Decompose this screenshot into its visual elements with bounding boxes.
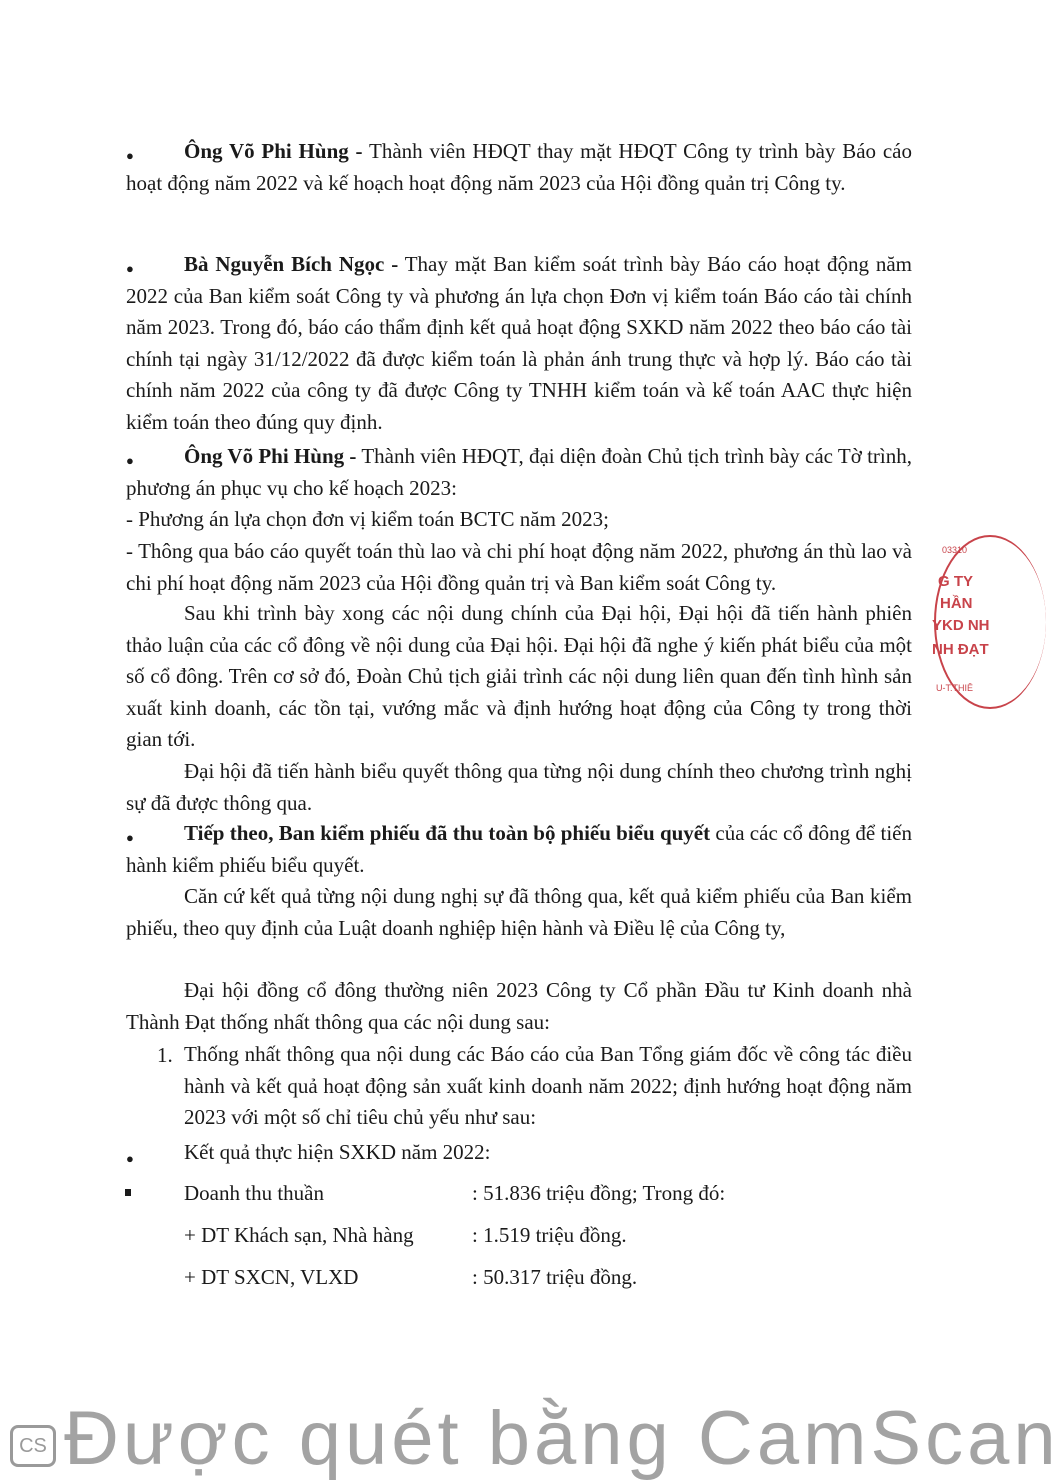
result-label: + DT SXCN, VLXD (184, 1265, 359, 1289)
paragraph-voting: Đại hội đã tiến hành biểu quyết thông qua từng nội dung chính theo chương trình nghị sự đã được thông qua. (126, 759, 912, 815)
paragraph-basis: Căn cứ kết quả từng nội dung nghị sự đã thông qua, kết quả kiểm phiếu của Ban kiểm phiếu, theo quy định của Luật doanh nghiệp hiện hành và Điều lệ của Công ty, (126, 884, 912, 940)
speaker-name: Bà Nguyễn Bích Ngọc - (184, 252, 399, 276)
scanner-footer (0, 1393, 1060, 1481)
item-number: 1. (157, 1043, 173, 1067)
bullet-icon: ● (126, 830, 134, 845)
speaker-name: Ông Võ Phi Hùng - (184, 444, 357, 468)
result-value: : 50.317 triệu đồng. (472, 1265, 638, 1289)
paragraph-vo-phi-hung-report (126, 136, 912, 199)
seal-text: YKD NH (932, 617, 990, 634)
seal-text: HẦN (940, 595, 973, 612)
result-value: : 51.836 triệu đồng; Trong đó: (472, 1181, 726, 1205)
bullet-icon: ● (126, 453, 134, 468)
bold-phrase: Tiếp theo, Ban kiểm phiếu đã thu toàn bộ phiếu biểu quyết (184, 821, 711, 845)
paragraph-text: của các cổ đông để tiến hành kiểm phiếu biểu quyết. (126, 821, 912, 877)
seal-text: NH ĐẠT (932, 641, 989, 658)
bullet-icon: ● (126, 1151, 134, 1166)
company-seal (930, 535, 1000, 715)
paragraph-vo-phi-hung-proposals (126, 441, 912, 504)
seal-text: U-T.THIÊ (936, 683, 973, 693)
square-bullet-icon (125, 1189, 131, 1196)
seal-text: 03310 (942, 545, 968, 555)
paragraph-text: Thành viên HĐQT thay mặt HĐQT Công ty trình bày Báo cáo hoạt động năm 2022 và kế hoạch hoạt động năm 2023 của Hội đồng quản trị Công ty. (126, 139, 912, 195)
item-1-text: Thống nhất thông qua nội dung các Báo cáo của Ban Tổng giám đốc về công tác điều hành và kết quả hoạt động sản xuất kinh doanh năm 2022; định hướng hoạt động năm 2023 với một số chỉ tiêu chủ yếu như sau: (184, 1042, 912, 1129)
paragraph-vote-counting (126, 818, 912, 881)
dash-item-remuneration: - Thông qua báo cáo quyết toán thù lao và chi phí hoạt động năm 2022, phương án thù lao và chi phí hoạt động năm 2023 của Hội đồng quản trị và Ban kiểm soát Công ty. (126, 539, 912, 595)
paragraph-discussion: Sau khi trình bày xong các nội dung chính của Đại hội, Đại hội đã tiến hành phiên thảo luận của các cổ đông về nội dung của Đại hội. Đại hội đã nghe ý kiến phát biểu của một số cổ đông. Trên cơ sở đó, Đoàn Chủ tịch giải trình các nội dung liên quan đến tình hình sản xuất kinh doanh, các tồn tại, vướng mắc và định hướng hoạt động của Công ty trong thời gian tới. (126, 601, 912, 751)
results-heading: Kết quả thực hiện SXKD năm 2022: (184, 1140, 491, 1164)
result-label: + DT Khách sạn, Nhà hàng (184, 1223, 414, 1247)
dash-item-audit: - Phương án lựa chọn đơn vị kiểm toán BCTC năm 2023; (126, 507, 610, 531)
result-value: : 1.519 triệu đồng. (472, 1223, 627, 1247)
camscanner-watermark: Được quét bằng CamScan (64, 1396, 1060, 1481)
paragraph-text: Thay mặt Ban kiểm soát trình bày Báo cáo hoạt động năm 2022 của Ban kiểm soát Công ty và phương án lựa chọn Đơn vị kiểm toán Báo cáo tài chính năm 2023. Trong đó, báo cáo thẩm định kết quả hoạt động SXKD năm 2022 theo báo cáo tài chính tại ngày 31/12/2022 đã được kiểm toán là phản ánh trung thực và hợp lý. Báo cáo tài chính năm 2022 của công ty đã được Công ty TNHH kiểm toán và kế toán AAC thực hiện kiểm toán theo đúng quy định. (126, 252, 912, 434)
paragraph-nguyen-bich-ngoc-report (126, 249, 912, 438)
paragraph-resolution-intro: Đại hội đồng cổ đông thường niên 2023 Công ty Cổ phần Đầu tư Kinh doanh nhà Thành Đạt thống nhất thông qua các nội dung sau: (126, 978, 912, 1034)
result-label: Doanh thu thuần (184, 1181, 324, 1205)
camscanner-logo-icon: CS (10, 1425, 56, 1467)
bullet-icon: ● (126, 261, 134, 276)
speaker-name: Ông Võ Phi Hùng - (184, 139, 363, 163)
bullet-icon: ● (126, 148, 134, 163)
seal-text: G TY (938, 573, 974, 590)
paragraph-text: Thành viên HĐQT, đại diện đoàn Chủ tịch trình bày các Tờ trình, phương án phục vụ cho kế hoạch 2023: (126, 444, 913, 500)
